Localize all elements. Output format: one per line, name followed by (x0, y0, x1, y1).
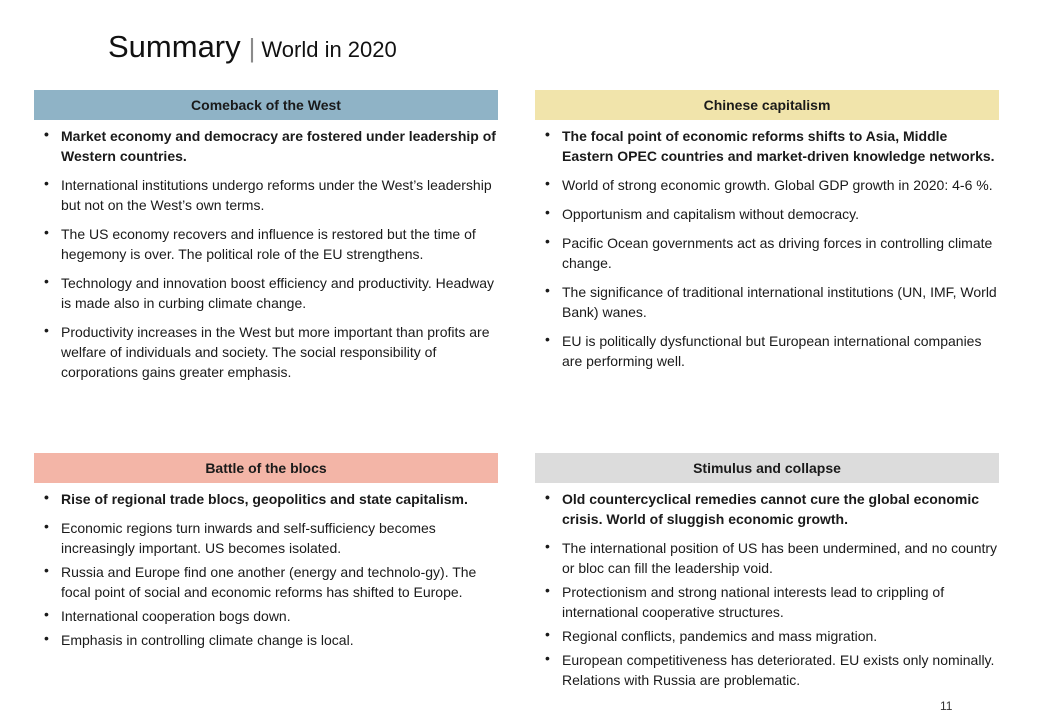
panel-stimulus-and-collapse (535, 453, 999, 694)
title-main: Summary (108, 29, 241, 64)
bullet-list (34, 120, 498, 382)
list-item: • Protectionism and strong national interests lead to crippling of international cooperative structures. (535, 582, 999, 622)
title-subtitle: World in 2020 (261, 37, 397, 62)
title-separator: | (248, 33, 256, 63)
panel-battle-of-the-blocs (34, 453, 498, 654)
list-item: • International cooperation bogs down. (34, 606, 498, 626)
page-number: 11 (940, 699, 953, 713)
panel-header: Stimulus and collapse (535, 453, 999, 483)
panel-header: Comeback of the West (34, 90, 498, 120)
list-item: • EU is politically dysfunctional but European international companies are performing well. (535, 331, 999, 371)
list-item: • Technology and innovation boost efficiency and productivity. Headway is made also in curbing climate change. (34, 273, 498, 313)
list-item: • Old countercyclical remedies cannot cure the global economic crisis. World of sluggish economic growth. (535, 489, 999, 529)
list-item: • Productivity increases in the West but more important than profits are welfare of individuals and society. The social responsibility of corporations gains greater emphasis. (34, 322, 498, 382)
list-item: • Regional conflicts, pandemics and mass migration. (535, 626, 999, 646)
bullet-list (535, 483, 999, 690)
list-item: • European competitiveness has deteriorated. EU exists only nominally. Relations with Russia are problematic. (535, 650, 999, 690)
list-item: • The focal point of economic reforms shifts to Asia, Middle Eastern OPEC countries and market-driven knowledge networks. (535, 126, 999, 166)
panel-comeback-of-the-west (34, 90, 498, 391)
list-item: • Rise of regional trade blocs, geopolitics and state capitalism. (34, 489, 498, 509)
bullet-list (535, 120, 999, 371)
bullet-list (34, 483, 498, 650)
panel-chinese-capitalism (535, 90, 999, 380)
list-item: • Opportunism and capitalism without democracy. (535, 204, 999, 224)
list-item: • The international position of US has been undermined, and no country or bloc can fill the leadership void. (535, 538, 999, 578)
list-item: • The significance of traditional international institutions (UN, IMF, World Bank) wanes. (535, 282, 999, 322)
list-item: • The US economy recovers and influence is restored but the time of hegemony is over. The political role of the EU strengthens. (34, 224, 498, 264)
list-item: • Market economy and democracy are fostered under leadership of Western countries. (34, 126, 498, 166)
list-item: • Pacific Ocean governments act as driving forces in controlling climate change. (535, 233, 999, 273)
slide-title (108, 28, 397, 69)
panel-header: Chinese capitalism (535, 90, 999, 120)
list-item: • International institutions undergo reforms under the West’s leadership but not on the West’s own terms. (34, 175, 498, 215)
list-item: • World of strong economic growth. Global GDP growth in 2020: 4-6 %. (535, 175, 999, 195)
list-item: • Economic regions turn inwards and self-sufficiency becomes increasingly important. US becomes isolated. (34, 518, 498, 558)
panel-header: Battle of the blocs (34, 453, 498, 483)
list-item: • Russia and Europe find one another (energy and technolo-gy). The focal point of social and economic reforms has shifted to Europe. (34, 562, 498, 602)
list-item: • Emphasis in controlling climate change is local. (34, 630, 498, 650)
